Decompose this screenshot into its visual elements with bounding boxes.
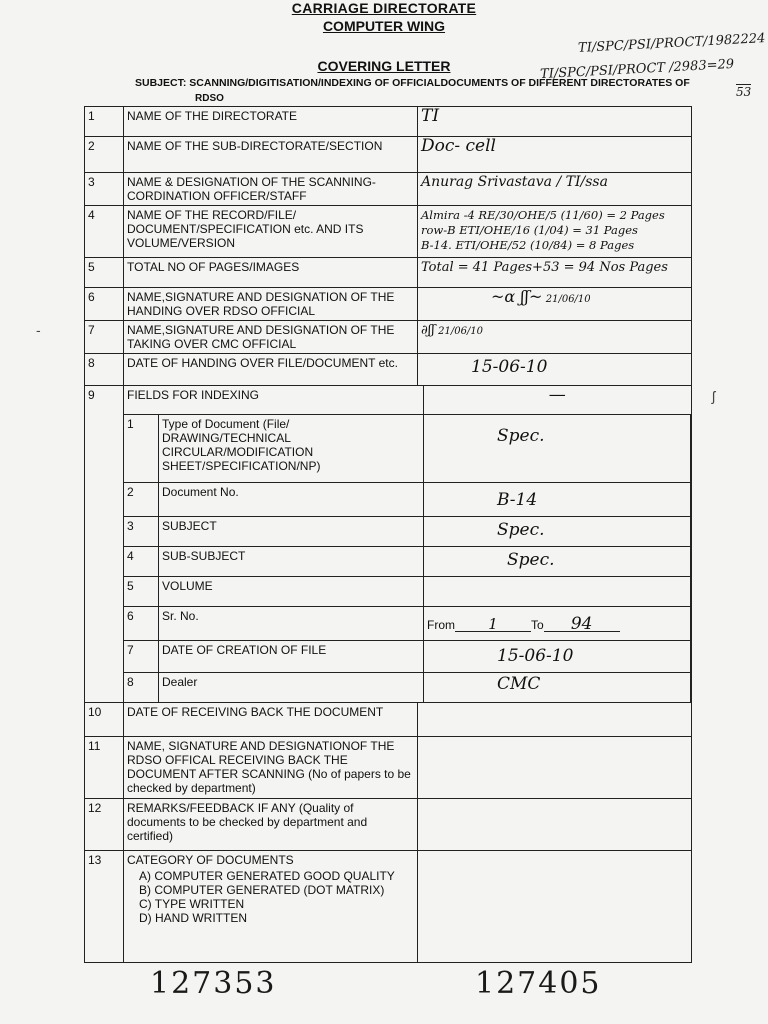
field-label: SUB-SUBJECT [159, 546, 424, 576]
row-label: DATE OF HANDING OVER FILE/DOCUMENT etc. [124, 354, 418, 386]
category-item: C) TYPE WRITTEN [139, 897, 245, 911]
form-row [85, 173, 692, 206]
field-number: 2 [124, 482, 159, 516]
field-value: Spec. [497, 425, 545, 446]
row-number: 13 [85, 851, 124, 963]
row-label: TOTAL NO OF PAGES/IMAGES [124, 258, 418, 288]
field-number: 8 [124, 672, 159, 702]
category-item: B) COMPUTER GENERATED (DOT MATRIX) [139, 883, 385, 897]
field-number: 7 [124, 640, 159, 672]
to-label: To [531, 617, 544, 632]
handwritten-number-right: 127405 [475, 966, 602, 1001]
row-value: Total = 41 Pages+53 = 94 Nos Pages [421, 260, 668, 275]
field-value: Spec. [507, 549, 555, 570]
category-item: D) HAND WRITTEN [139, 911, 247, 925]
margin-tick-mark: ʃ [712, 388, 716, 404]
form-row [85, 703, 692, 737]
field-label: VOLUME [159, 576, 424, 606]
form-row [85, 354, 692, 386]
from-label: From [427, 617, 455, 632]
index-field-row [124, 516, 691, 546]
form-row [85, 851, 692, 963]
category-list [139, 869, 414, 925]
row-number: 10 [85, 703, 124, 737]
row-label: NAME, SIGNATURE AND DESIGNATIONOF THE RDSO OFFICAL RECEIVING BACK THE DOCUMENT AFTER SCANNING (No of papers to be checked by department) [124, 737, 418, 799]
record-line-3: B-14. ETI/OHE/52 (10/84) = 8 Pages [421, 238, 635, 252]
index-field-row [124, 546, 691, 576]
row-label: NAME,SIGNATURE AND DESIGNATION OF THE TAKING OVER CMC OFFICIAL [124, 321, 418, 354]
row-number: 7 [85, 321, 124, 354]
field-label: Sr. No. [159, 606, 424, 640]
form-row [85, 206, 692, 258]
field-label: Type of Document (File/ DRAWING/TECHNICAL CIRCULAR/MODIFICATION SHEET/SPECIFICATION/NP) [159, 414, 424, 482]
row-value: — [548, 385, 566, 405]
form-row [85, 737, 692, 799]
record-line-2: row-B ETI/OHE/16 (1/04) = 31 Pages [421, 223, 638, 237]
form-row [85, 137, 692, 173]
form-row [85, 258, 692, 288]
to-value: 94 [544, 617, 620, 632]
field-value: B-14 [497, 489, 538, 510]
index-field-row [124, 482, 691, 516]
field-value: 15-06-10 [497, 645, 574, 666]
signature-mark: ∂ʃʃ [421, 323, 435, 338]
field-value: CMC [497, 673, 541, 694]
form-row [85, 288, 692, 321]
row-value: 15-06-10 [471, 357, 548, 377]
signature-mark: ~ɑ ʃʃ~ [491, 287, 543, 306]
wing-heading: COMPUTER WING [322, 18, 446, 34]
row-label: NAME OF THE RECORD/FILE/ DOCUMENT/SPECIFICATION etc. AND ITS VOLUME/VERSION [124, 206, 418, 258]
index-field-row [124, 606, 691, 640]
field-label: DATE OF CREATION OF FILE [159, 640, 424, 672]
margin-dash-mark: - [36, 322, 41, 338]
covering-letter-form [84, 106, 692, 963]
row-number: 8 [85, 354, 124, 386]
row-number: 3 [85, 173, 124, 206]
row-value: TI [421, 106, 440, 126]
field-value: Spec. [497, 519, 545, 540]
row-label: REMARKS/FEEDBACK IF ANY (Quality of documents to be checked by department and certified) [124, 799, 418, 851]
handwritten-reference-2: TI/SPC/PSI/PROCT /2983=29 [539, 56, 735, 83]
form-row [85, 386, 692, 703]
field-number: 3 [124, 516, 159, 546]
row-value: 21/06/10 [438, 326, 484, 337]
row-label: NAME & DESIGNATION OF THE SCANNING-CORDINATION OFFICER/STAFF [124, 173, 418, 206]
field-number: 4 [124, 546, 159, 576]
directorate-heading: CARRIAGE DIRECTORATE [291, 0, 477, 16]
field-number: 6 [124, 606, 159, 640]
field-number: 5 [124, 576, 159, 606]
field-label: Dealer [159, 672, 424, 702]
row-label: NAME OF THE SUB-DIRECTORATE/SECTION [124, 137, 418, 173]
row-number: 12 [85, 799, 124, 851]
row-value: 21/06/10 [545, 294, 591, 305]
row-number: 6 [85, 288, 124, 321]
index-field-row [124, 414, 691, 482]
indexing-fields [124, 386, 691, 702]
subject-line-continued: RDSO [195, 93, 224, 104]
category-item: A) COMPUTER GENERATED GOOD QUALITY [139, 869, 395, 883]
field-number: 1 [124, 414, 159, 482]
handwritten-reference-3: 53 [736, 85, 752, 99]
row-label: CATEGORY OF DOCUMENTS [127, 853, 294, 867]
form-row [85, 321, 692, 354]
row-number: 4 [85, 206, 124, 258]
row-number: 11 [85, 737, 124, 799]
row-number: 5 [85, 258, 124, 288]
row-label: FIELDS FOR INDEXING [124, 386, 424, 414]
row-value: Anurag Srivastava / TI/ssa [421, 174, 608, 190]
document-title: COVERING LETTER [317, 58, 451, 74]
row-number: 9 [85, 386, 124, 703]
form-row [85, 107, 692, 137]
handwritten-reference-1: TI/SPC/PSI/PROCT/1982224 [577, 31, 766, 56]
row-number: 2 [85, 137, 124, 173]
row-label: DATE OF RECEIVING BACK THE DOCUMENT [124, 703, 418, 737]
row-label: NAME,SIGNATURE AND DESIGNATION OF THE HANDING OVER RDSO OFFICIAL [124, 288, 418, 321]
index-field-row [124, 672, 691, 702]
from-value: 1 [455, 617, 531, 632]
index-field-row [124, 640, 691, 672]
row-value: Doc- cell [421, 136, 496, 156]
row-number: 1 [85, 107, 124, 137]
row-label: NAME OF THE DIRECTORATE [124, 107, 418, 137]
field-label: Document No. [159, 482, 424, 516]
index-field-row [124, 576, 691, 606]
subject-line: SUBJECT: SCANNING/DIGITISATION/INDEXING OF OFFICIALDOCUMENTS OF DIFFERENT DIRECTORATES OF [135, 77, 690, 89]
field-label: SUBJECT [159, 516, 424, 546]
form-row [85, 799, 692, 851]
handwritten-number-left: 127353 [150, 966, 277, 1001]
record-line-1: Almira -4 RE/30/OHE/5 (11/60) = 2 Pages [421, 208, 665, 222]
